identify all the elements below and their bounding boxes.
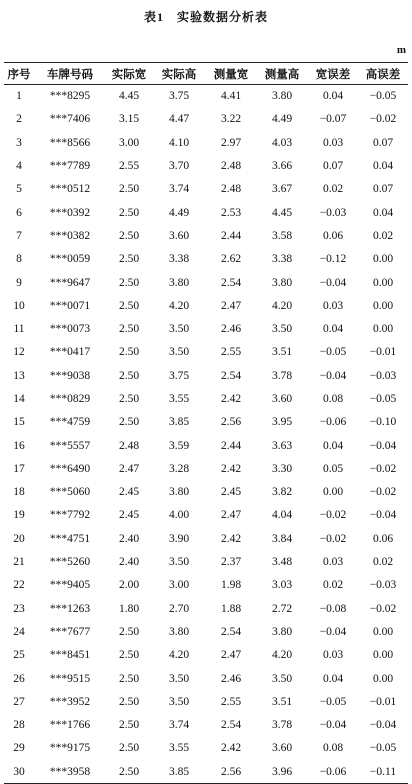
cell-width-error: 0.03	[322, 299, 344, 312]
cell-actual-width: 2.50	[118, 276, 140, 289]
cell-measured-height: 3.80	[271, 625, 293, 638]
cell-measured-height: 2.72	[271, 602, 293, 615]
cell-height-error: −0.02	[369, 462, 397, 475]
cell-plate: ***0392	[49, 206, 91, 219]
cell-plate: ***0059	[49, 253, 91, 266]
cell-actual-height: 3.50	[168, 695, 190, 708]
cell-measured-height: 3.30	[271, 462, 293, 475]
table-row	[4, 644, 408, 667]
cell-measured-height: 3.80	[271, 90, 293, 103]
cell-width-error: 0.03	[322, 556, 344, 569]
cell-measured-width: 2.48	[220, 160, 242, 173]
cell-index: 30	[4, 760, 34, 783]
cell-width-error: 0.07	[322, 160, 344, 173]
cell-actual-height: 4.20	[168, 299, 190, 312]
cell-measured-width: 2.42	[220, 742, 242, 755]
col-header-actual-width: 实际宽	[106, 63, 152, 85]
cell-width-error: 0.08	[322, 393, 344, 405]
cell-actual-width: 2.50	[118, 695, 140, 708]
table-row	[4, 550, 408, 573]
cell-actual-height: 3.59	[168, 439, 190, 452]
cell-actual-height: 3.00	[168, 579, 190, 592]
cell-index: 21	[13, 556, 25, 569]
cell-measured-width: 2.37	[220, 556, 242, 569]
cell-measured-width: 2.45	[220, 486, 242, 499]
cell-actual-width: 2.50	[118, 625, 140, 638]
cell-width-error: 0.04	[322, 672, 344, 685]
cell-measured-width: 2.55	[220, 695, 242, 708]
col-header-index: 序号	[4, 63, 34, 85]
cell-height-error: −0.02	[369, 486, 397, 499]
cell-measured-height: 3.78	[271, 719, 293, 732]
cell-actual-height: 3.85	[168, 416, 190, 429]
cell-actual-height: 3.70	[168, 160, 190, 173]
cell-plate: ***7677	[49, 625, 91, 638]
cell-measured-width: 3.22	[220, 113, 242, 126]
cell-actual-width: 4.45	[118, 90, 140, 103]
cell-width-error: 0.03	[322, 649, 344, 662]
cell-height-error: −0.11	[358, 760, 408, 783]
cell-actual-height: 3.90	[168, 532, 190, 545]
col-header-actual-height: 实际高	[152, 63, 206, 85]
cell-height-error: 0.00	[372, 276, 394, 289]
cell-measured-width: 2.55	[220, 346, 242, 359]
cell-actual-width: 3.15	[118, 113, 140, 126]
cell-measured-width: 1.98	[220, 579, 242, 592]
cell-index: 4	[16, 160, 22, 173]
cell-actual-height: 4.00	[168, 509, 190, 522]
cell-measured-width: 2.42	[220, 462, 242, 475]
cell-actual-width: 3.00	[118, 136, 140, 149]
cell-plate: ***1263	[49, 602, 91, 615]
cell-height-error: −0.03	[369, 579, 397, 592]
cell-width-error: −0.06	[308, 760, 358, 783]
cell-plate: ***4751	[49, 532, 91, 545]
cell-measured-width: 2.47	[220, 299, 242, 312]
cell-index: 17	[13, 462, 25, 475]
cell-actual-width: 2.50	[118, 393, 140, 405]
cell-actual-height: 3.38	[168, 253, 190, 266]
cell-plate: ***5557	[49, 439, 91, 452]
cell-index: 20	[13, 532, 25, 545]
cell-actual-height: 3.55	[168, 742, 190, 755]
cell-actual-width: 2.00	[118, 579, 140, 592]
cell-measured-width: 2.62	[220, 253, 242, 266]
cell-width-error: 0.02	[322, 183, 344, 196]
cell-width-error: −0.03	[319, 206, 347, 219]
cell-measured-width: 2.56	[206, 760, 256, 783]
cell-index: 1	[16, 90, 22, 103]
cell-actual-height: 3.80	[168, 276, 190, 289]
cell-plate: ***0512	[49, 183, 91, 196]
cell-plate: ***0417	[49, 346, 91, 359]
cell-index: 10	[13, 299, 25, 312]
cell-measured-height: 3.50	[271, 672, 293, 685]
cell-height-error: −0.01	[369, 695, 397, 708]
cell-width-error: −0.04	[319, 625, 347, 638]
cell-actual-width: 2.50	[118, 253, 140, 266]
cell-width-error: −0.07	[319, 113, 347, 126]
cell-width-error: −0.05	[319, 346, 347, 359]
cell-measured-height: 3.82	[271, 486, 293, 499]
cell-measured-height: 3.95	[271, 416, 293, 429]
cell-width-error: 0.06	[322, 229, 344, 242]
cell-height-error: −0.02	[369, 113, 397, 126]
cell-actual-height: 3.74	[168, 183, 190, 196]
cell-width-error: −0.08	[319, 602, 347, 615]
cell-width-error: −0.02	[319, 532, 347, 545]
cell-plate: ***3952	[49, 695, 91, 708]
cell-measured-height: 3.84	[271, 532, 293, 545]
cell-height-error: 0.00	[372, 649, 394, 662]
table-row	[4, 597, 408, 620]
cell-actual-height: 3.50	[168, 346, 190, 359]
cell-index: 12	[13, 346, 25, 359]
table-row	[4, 224, 408, 247]
cell-plate: ***7789	[49, 160, 91, 173]
cell-measured-width: 2.46	[220, 672, 242, 685]
cell-index: 26	[13, 672, 25, 685]
cell-index: 22	[13, 579, 25, 592]
cell-actual-width: 2.50	[118, 742, 140, 755]
table-row	[4, 457, 408, 480]
cell-plate: ***5260	[49, 556, 91, 569]
cell-height-error: −0.01	[369, 346, 397, 359]
cell-plate: ***3958	[34, 760, 106, 783]
cell-measured-width: 2.42	[220, 393, 242, 405]
cell-actual-width: 1.80	[118, 602, 140, 615]
cell-measured-height: 3.80	[271, 276, 293, 289]
cell-height-error: 0.02	[372, 556, 394, 569]
table-row	[4, 108, 408, 131]
cell-plate: ***1766	[49, 719, 91, 732]
cell-plate: ***8295	[49, 90, 91, 103]
cell-plate: ***4759	[49, 416, 91, 429]
col-header-measured-width: 测量宽	[206, 63, 256, 85]
cell-measured-height: 3.48	[271, 556, 293, 569]
cell-actual-height: 3.50	[168, 672, 190, 685]
cell-height-error: 0.07	[372, 183, 394, 196]
cell-measured-height: 3.63	[271, 439, 293, 452]
cell-height-error: 0.04	[372, 206, 394, 219]
cell-height-error: 0.00	[372, 299, 394, 312]
cell-height-error: 0.02	[372, 229, 394, 242]
unit-label: m	[396, 44, 406, 56]
cell-width-error: 0.05	[322, 462, 344, 475]
cell-index: 8	[16, 253, 22, 266]
cell-measured-width: 2.97	[220, 136, 242, 149]
col-header-measured-height: 测量高	[256, 63, 308, 85]
cell-actual-width: 2.45	[118, 486, 140, 499]
cell-measured-width: 2.48	[220, 183, 242, 196]
cell-width-error: 0.04	[322, 90, 344, 103]
cell-actual-width: 2.50	[118, 183, 140, 196]
cell-actual-width: 2.50	[118, 719, 140, 732]
table-body	[4, 85, 408, 784]
table-row	[4, 667, 408, 690]
cell-actual-width: 2.50	[118, 346, 140, 359]
cell-index: 29	[13, 742, 25, 755]
cell-actual-width: 2.50	[118, 672, 140, 685]
cell-actual-width: 2.45	[118, 509, 140, 522]
cell-measured-height: 3.96	[256, 760, 308, 783]
cell-actual-height: 3.75	[168, 90, 190, 103]
cell-width-error: −0.04	[319, 369, 347, 382]
cell-actual-height: 3.50	[168, 556, 190, 569]
cell-height-error: 0.00	[372, 323, 394, 336]
cell-actual-width: 2.50	[118, 229, 140, 242]
header-row	[4, 63, 408, 85]
cell-measured-width: 2.54	[220, 625, 242, 638]
cell-plate: ***8566	[49, 136, 91, 149]
table-row	[4, 341, 408, 364]
cell-height-error: −0.05	[369, 742, 397, 755]
cell-measured-height: 4.20	[271, 649, 293, 662]
cell-measured-width: 2.47	[220, 649, 242, 662]
cell-height-error: −0.10	[369, 416, 397, 429]
cell-height-error: 0.07	[372, 136, 394, 149]
cell-actual-width: 2.50	[118, 649, 140, 662]
cell-actual-height: 4.47	[168, 113, 190, 126]
cell-measured-height: 3.51	[271, 346, 293, 359]
table-row	[4, 574, 408, 597]
cell-measured-height: 3.66	[271, 160, 293, 173]
cell-index: 7	[16, 229, 22, 242]
cell-width-error: −0.04	[319, 276, 347, 289]
cell-actual-width: 2.50	[118, 206, 140, 219]
cell-width-error: −0.06	[319, 416, 347, 429]
cell-actual-width: 2.40	[118, 532, 140, 545]
cell-index: 28	[13, 719, 25, 732]
table-row	[4, 85, 408, 108]
table-row	[4, 411, 408, 434]
cell-plate: ***0071	[49, 299, 91, 312]
cell-index: 27	[13, 695, 25, 708]
cell-height-error: 0.00	[372, 253, 394, 266]
cell-index: 2	[16, 113, 22, 126]
cell-measured-height: 3.50	[271, 323, 293, 336]
cell-actual-width: 2.50	[118, 416, 140, 429]
col-header-width-error: 宽误差	[308, 63, 358, 85]
cell-index: 13	[13, 369, 25, 382]
table-row	[4, 201, 408, 224]
cell-width-error: 0.04	[322, 323, 344, 336]
cell-height-error: −0.04	[369, 509, 397, 522]
cell-actual-height: 4.20	[168, 649, 190, 662]
cell-actual-width: 2.50	[106, 760, 152, 783]
cell-index: 14	[13, 393, 25, 405]
cell-plate: ***0073	[49, 323, 91, 336]
cell-height-error: −0.04	[369, 439, 397, 452]
cell-measured-height: 4.20	[271, 299, 293, 312]
cell-plate: ***9405	[49, 579, 91, 592]
cell-height-error: −0.03	[369, 369, 397, 382]
cell-measured-height: 3.51	[271, 695, 293, 708]
cell-measured-width: 2.47	[220, 509, 242, 522]
cell-width-error: 0.08	[322, 742, 344, 755]
table-row	[4, 434, 408, 457]
cell-plate: ***8451	[49, 649, 91, 662]
table-header	[4, 63, 408, 85]
cell-actual-height: 3.75	[168, 369, 190, 382]
cell-width-error: −0.02	[319, 509, 347, 522]
cell-measured-width: 2.53	[220, 206, 242, 219]
cell-actual-width: 2.50	[118, 369, 140, 382]
col-header-height-error: 高误差	[358, 63, 408, 85]
cell-measured-height: 3.38	[271, 253, 293, 266]
table-title: 表1 实验数据分析表	[143, 10, 268, 24]
table-row	[4, 271, 408, 294]
cell-measured-width: 2.44	[220, 439, 242, 452]
cell-actual-height: 3.85	[152, 760, 206, 783]
cell-measured-width: 2.54	[220, 719, 242, 732]
cell-width-error: 0.00	[322, 486, 344, 499]
cell-measured-width: 2.46	[220, 323, 242, 336]
cell-width-error: 0.03	[322, 136, 344, 149]
cell-measured-width: 1.88	[220, 602, 242, 615]
table-row	[4, 317, 408, 340]
cell-actual-height: 3.80	[168, 486, 190, 499]
cell-measured-width: 4.41	[220, 90, 242, 103]
cell-actual-height: 3.60	[168, 229, 190, 242]
table-row	[4, 154, 408, 177]
cell-actual-height: 4.49	[168, 206, 190, 219]
cell-height-error: 0.04	[372, 160, 394, 173]
cell-height-error: −0.05	[369, 393, 397, 405]
cell-measured-height: 3.58	[271, 229, 293, 242]
cell-index: 25	[13, 649, 25, 662]
table-row	[4, 481, 408, 504]
cell-actual-width: 2.50	[118, 323, 140, 336]
table-row	[4, 760, 408, 783]
cell-index: 9	[16, 276, 22, 289]
cell-actual-width: 2.40	[118, 556, 140, 569]
cell-measured-width: 2.42	[220, 532, 242, 545]
cell-actual-height: 3.55	[168, 393, 190, 405]
cell-measured-height: 4.49	[271, 113, 293, 126]
cell-plate: ***9175	[49, 742, 91, 755]
cell-actual-width: 2.50	[118, 299, 140, 312]
cell-index: 6	[16, 206, 22, 219]
cell-height-error: −0.04	[369, 719, 397, 732]
cell-height-error: 0.00	[372, 625, 394, 638]
cell-actual-height: 3.28	[168, 462, 190, 475]
table-row	[4, 387, 408, 410]
cell-plate: ***9515	[49, 672, 91, 685]
cell-width-error: −0.05	[319, 695, 347, 708]
cell-height-error: −0.02	[369, 602, 397, 615]
cell-measured-height: 3.60	[271, 393, 293, 405]
col-header-plate: 车牌号码	[34, 63, 106, 85]
table-row	[4, 737, 408, 760]
cell-actual-height: 4.10	[168, 136, 190, 149]
table-row	[4, 690, 408, 713]
cell-index: 19	[13, 509, 25, 522]
cell-index: 18	[13, 486, 25, 499]
cell-plate: ***7792	[49, 509, 91, 522]
cell-actual-width: 2.47	[118, 462, 140, 475]
cell-index: 5	[16, 183, 22, 196]
table-row	[4, 178, 408, 201]
table-row	[4, 714, 408, 737]
cell-height-error: 0.06	[372, 532, 394, 545]
cell-actual-width: 2.48	[118, 439, 140, 452]
cell-width-error: −0.12	[319, 253, 347, 266]
cell-plate: ***7406	[49, 113, 91, 126]
cell-index: 3	[16, 136, 22, 149]
table-row	[4, 504, 408, 527]
cell-measured-height: 4.45	[271, 206, 293, 219]
cell-width-error: −0.04	[319, 719, 347, 732]
cell-actual-width: 2.55	[118, 160, 140, 173]
table-row	[4, 131, 408, 154]
cell-plate: ***9647	[49, 276, 91, 289]
cell-index: 11	[13, 323, 25, 336]
cell-measured-width: 2.54	[220, 369, 242, 382]
cell-measured-height: 4.03	[271, 136, 293, 149]
cell-index: 15	[13, 416, 25, 429]
table-row	[4, 248, 408, 271]
cell-actual-height: 2.70	[168, 602, 190, 615]
cell-measured-height: 4.04	[271, 509, 293, 522]
cell-measured-height: 3.03	[271, 579, 293, 592]
cell-actual-height: 3.74	[168, 719, 190, 732]
cell-measured-height: 3.67	[271, 183, 293, 196]
cell-index: 16	[13, 439, 25, 452]
cell-index: 23	[13, 602, 25, 615]
cell-width-error: 0.04	[322, 439, 344, 452]
data-table	[4, 62, 408, 784]
cell-plate: ***0382	[49, 229, 91, 242]
cell-index: 24	[13, 625, 25, 638]
cell-width-error: 0.02	[322, 579, 344, 592]
cell-measured-height: 3.60	[271, 742, 293, 755]
cell-actual-height: 3.80	[168, 625, 190, 638]
cell-measured-height: 3.78	[271, 369, 293, 382]
cell-plate: ***6490	[49, 462, 91, 475]
table-row	[4, 294, 408, 317]
cell-measured-width: 2.54	[220, 276, 242, 289]
cell-height-error: −0.05	[369, 90, 397, 103]
cell-plate: ***0829	[49, 393, 91, 405]
cell-measured-width: 2.56	[220, 416, 242, 429]
table-row	[4, 527, 408, 550]
table-row	[4, 364, 408, 387]
cell-plate: ***9038	[49, 369, 91, 382]
cell-measured-width: 2.44	[220, 229, 242, 242]
cell-actual-height: 3.50	[168, 323, 190, 336]
cell-plate: ***5060	[49, 486, 91, 499]
table-row	[4, 620, 408, 643]
cell-height-error: 0.00	[372, 672, 394, 685]
